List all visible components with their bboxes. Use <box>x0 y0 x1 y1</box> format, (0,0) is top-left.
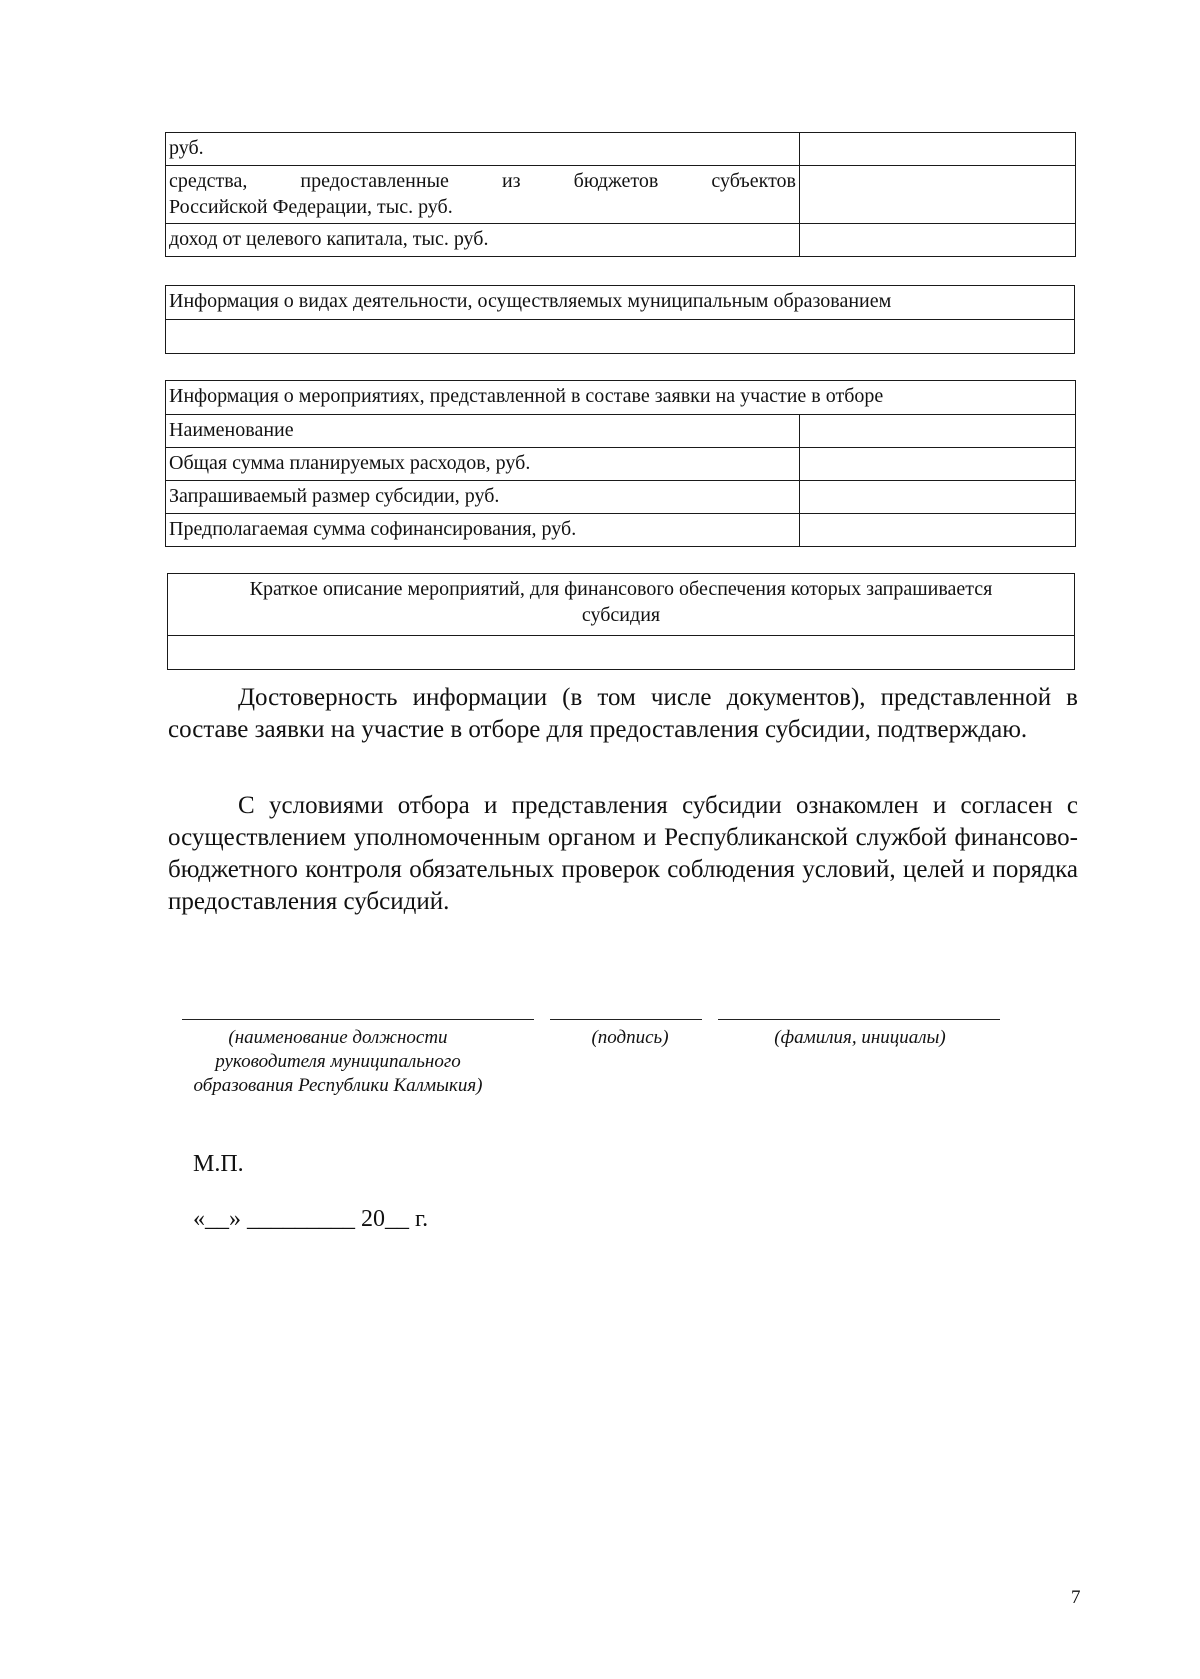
events-value-subsidy <box>800 481 1076 514</box>
position-caption <box>168 1026 508 1098</box>
activities-header: Информация о видах деятельности, осуществляемых муниципальным образованием <box>166 286 1075 320</box>
funding-label-endowment: доход от целевого капитала, тыс. руб. <box>166 224 800 257</box>
table-row <box>168 636 1075 670</box>
name-caption: (фамилия, инициалы) <box>774 1027 946 1048</box>
table-row <box>166 448 1076 481</box>
events-label-subsidy: Запрашиваемый размер субсидии, руб. <box>166 481 800 514</box>
table-row <box>166 514 1076 547</box>
position-caption-line3: образования Республики Калмыкия) <box>193 1075 483 1096</box>
events-table <box>165 380 1076 547</box>
table-row <box>166 320 1075 354</box>
table-row <box>166 415 1076 448</box>
funding-table <box>165 132 1076 257</box>
events-label-cofinancing: Предполагаемая сумма софинансирования, руб. <box>166 514 800 547</box>
events-header: Информация о мероприятиях, представленной в составе заявки на участие в отборе <box>166 381 1076 415</box>
signature-line-name <box>718 1019 1000 1020</box>
paragraph-consent: С условиями отбора и представления субсидии ознакомлен и согласен с осуществлением уполномоченным органом и Республиканской службой финансово-бюджетного контроля обязательных проверок соблюдения условий, целей и порядка предоставления субсидий. <box>168 792 1078 915</box>
table-row <box>166 224 1076 257</box>
table-row <box>166 286 1075 320</box>
funding-value-rub <box>800 133 1076 166</box>
funding-label-rub: руб. <box>166 133 800 166</box>
stamp-label: М.П. <box>193 1151 244 1177</box>
date-line: «__» _________ 20__ г. <box>193 1206 429 1232</box>
description-table <box>167 573 1075 670</box>
description-header <box>168 574 1075 636</box>
description-value <box>168 636 1075 670</box>
description-header-line2: субсидия <box>581 604 661 626</box>
activities-table <box>165 285 1075 354</box>
funding-label-regional-line1: средства, предоставленные из бюджетов субъектов <box>169 170 796 192</box>
events-value-total <box>800 448 1076 481</box>
activities-value <box>166 320 1075 354</box>
table-row <box>166 166 1076 224</box>
funding-value-endowment <box>800 224 1076 257</box>
events-label-name: Наименование <box>166 415 800 448</box>
table-row <box>166 381 1076 415</box>
funding-value-regional <box>800 166 1076 224</box>
events-label-total: Общая сумма планируемых расходов, руб. <box>166 448 800 481</box>
table-row <box>166 481 1076 514</box>
position-caption-line1: (наименование должности <box>228 1027 448 1048</box>
signature-line-position <box>182 1019 534 1020</box>
events-value-cofinancing <box>800 514 1076 547</box>
funding-label-regional-line2: Российской Федерации, тыс. руб. <box>169 196 453 218</box>
signature-caption: (подпись) <box>591 1027 669 1048</box>
page-number: 7 <box>1071 1587 1081 1608</box>
table-row <box>168 574 1075 636</box>
position-caption-line2: руководителя муниципального <box>215 1051 461 1072</box>
description-header-line1: Краткое описание мероприятий, для финансового обеспечения которых запрашивается <box>249 578 993 600</box>
table-row <box>166 133 1076 166</box>
signature-line-signature <box>550 1019 702 1020</box>
events-value-name <box>800 415 1076 448</box>
funding-label-regional <box>166 166 800 224</box>
paragraph-confirmation: Достоверность информации (в том числе документов), представленной в составе заявки на участие в отборе для предоставления субсидии, подтверждаю. <box>168 684 1078 743</box>
